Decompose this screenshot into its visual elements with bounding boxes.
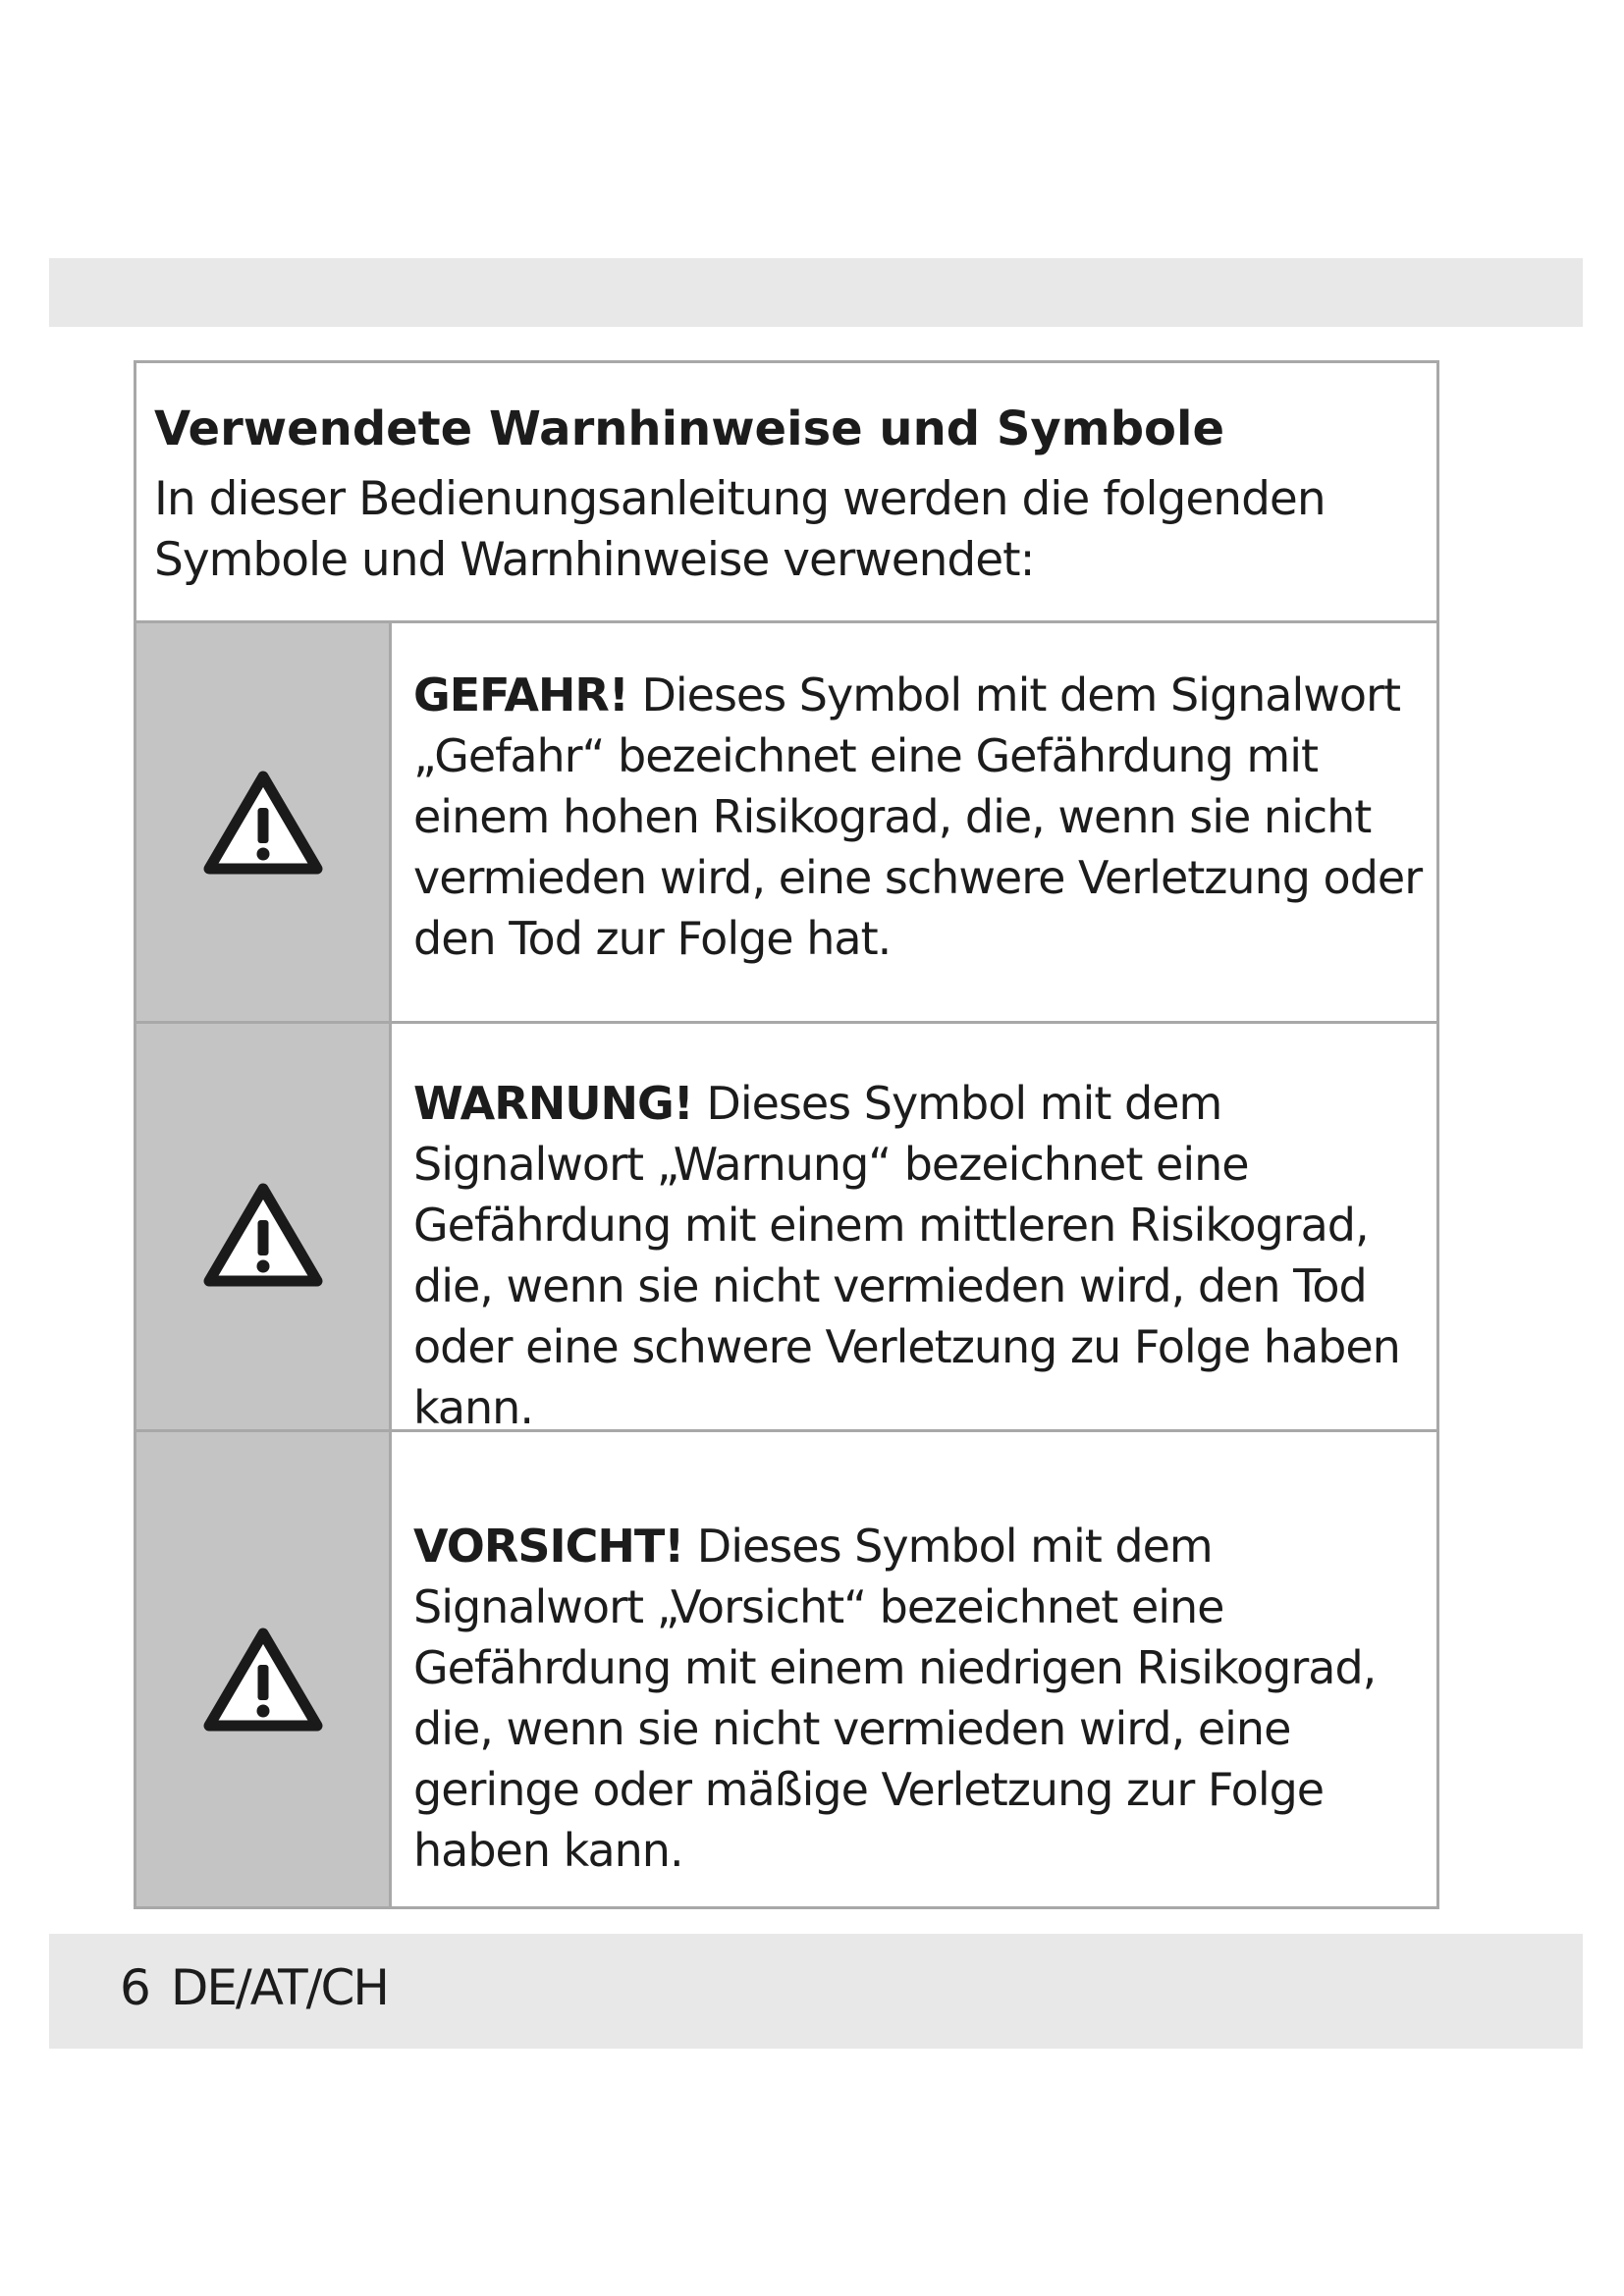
icon-cell [136, 1432, 392, 1906]
warning-triangle-icon [200, 1179, 326, 1293]
section-title: Verwendete Warnhinweise und Symbole [154, 401, 1225, 456]
page-number: 6 [120, 1959, 149, 2016]
signal-word: WARNUNG! [413, 1077, 693, 1130]
description-text: Dieses Symbol mit dem Signalwort „Gefahr“ bezeichnet eine Gefährdung mit einem hohen Risikograd, die, wenn sie nicht vermieden wird, eine schwere Verletzung oder den Tod zur Folge hat. [413, 668, 1423, 965]
table-row-caution [136, 1432, 1436, 1906]
table-header [136, 363, 1436, 623]
page-footer [120, 1953, 388, 2022]
signal-word: VORSICHT! [413, 1520, 684, 1573]
table-row-danger [136, 623, 1436, 1024]
icon-cell [136, 623, 392, 1021]
warning-triangle-icon [200, 1624, 326, 1737]
region-label: DE/AT/CH [170, 1959, 388, 2016]
warning-description [413, 1073, 1425, 1438]
description-text: Dieses Symbol mit dem Signalwort „Vorsicht“ bezeichnet eine Gefährdung mit einem niedrigen Risikograd, die, wenn sie nicht vermieden wird, eine geringe oder mäßige Verletzung zur Folge haben kann. [413, 1520, 1377, 1877]
icon-cell [136, 1024, 392, 1429]
signal-word: GEFAHR! [413, 668, 628, 721]
header-band [49, 258, 1583, 327]
description-text: Dieses Symbol mit dem Signalwort „Warnung“ bezeichnet eine Gefährdung mit einem mittleren Risikograd, die, wenn sie nicht vermieden wird, den Tod oder eine schwere Verletzung zu Folge haben kann. [413, 1077, 1400, 1434]
section-intro: In dieser Bedienungsanleitung werden die folgenden Symbole und Warnhinweise verwendet: [154, 472, 1326, 587]
table-row-warning [136, 1024, 1436, 1432]
caution-description [413, 1516, 1425, 1881]
danger-description [413, 665, 1425, 969]
warning-triangle-icon [200, 767, 326, 881]
warning-symbols-table [134, 360, 1439, 1909]
